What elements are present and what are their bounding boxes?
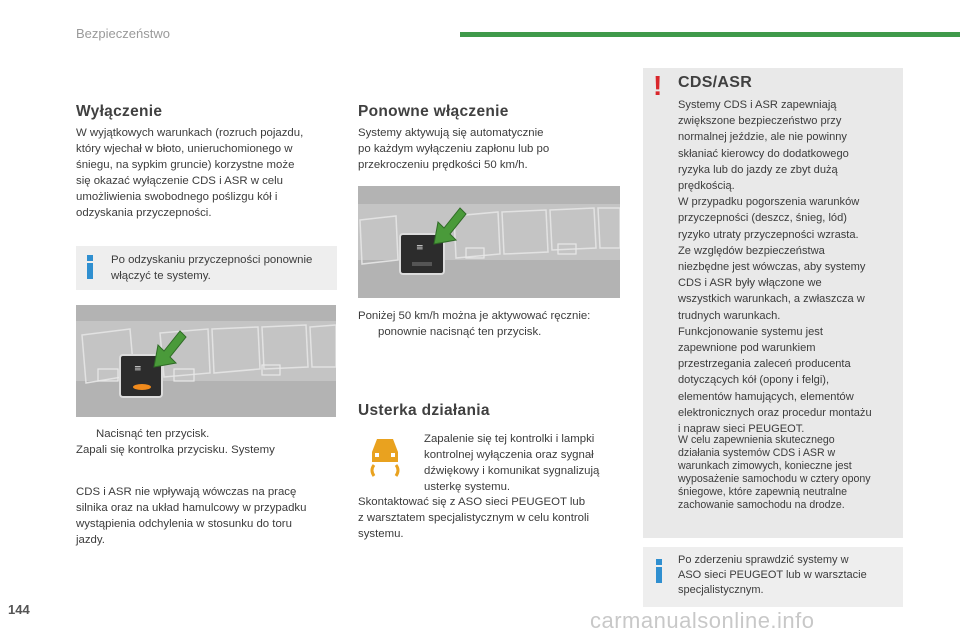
- heading-reenable: Ponowne włączenie: [358, 103, 509, 120]
- text-line: niezbędne jest wówczas, aby systemy: [678, 261, 866, 274]
- fault-after: [358, 494, 620, 542]
- text-line: śniegowe, które zapewnią neutralne: [678, 486, 848, 498]
- warning-icon: !: [653, 70, 663, 101]
- page-number: 144: [8, 602, 30, 617]
- text-line: CDS i ASR nie wpływają wówczas na pracę: [76, 486, 297, 498]
- text-line: wyposażenie samochodu w cztery opony: [678, 473, 871, 485]
- disable-intro: [76, 125, 338, 221]
- text-line: Po zderzeniu sprawdzić systemy w: [678, 554, 849, 566]
- step-text: Nacisnąć ten przycisk.: [96, 428, 210, 440]
- text-line: W wyjątkowych warunkach (rozruch pojazdu,: [76, 127, 304, 139]
- text-line: zapewnione pod warunkiem: [678, 342, 816, 355]
- reenable-manual: [358, 308, 620, 340]
- info-note-text: [111, 252, 335, 284]
- text-line: ASO sieci PEUGEOT lub w warsztacie: [678, 569, 867, 581]
- svg-text:≡: ≡: [416, 243, 424, 253]
- text-line: działania systemów CDS i ASR w: [678, 447, 836, 459]
- step-text: ponownie nacisnąć ten przycisk.: [378, 326, 542, 338]
- text-line: ryzyka lub do jazdy ze zbyt dużą: [678, 163, 838, 176]
- text-line: CDS i ASR były włączone we: [678, 277, 822, 290]
- text-line: trudnych warunkach.: [678, 309, 781, 322]
- cds-asr-heading: CDS/ASR: [678, 74, 753, 91]
- text-line: Poniżej 50 km/h można je aktywować ręcznie:: [358, 310, 591, 322]
- cds-asr-warning-box: [643, 68, 903, 538]
- info-note-text: [678, 553, 900, 598]
- text-line: prędkością.: [678, 180, 735, 193]
- info-note-reenable: [76, 246, 337, 290]
- reenable-intro: [358, 125, 620, 173]
- text-line: zwiększone bezpieczeństwo przy: [678, 115, 842, 128]
- console-button-illustration: [358, 186, 620, 298]
- text-line: Zapalenie się tej kontrolki i lampki: [424, 433, 595, 445]
- step-line: [76, 426, 338, 442]
- console-button-illustration: [76, 305, 336, 417]
- text-line: dotyczących kół (opony i felgi),: [678, 374, 830, 387]
- text-line: przyczepności (deszcz, śnieg, lód): [678, 212, 847, 225]
- heading-disable: Wyłączenie: [76, 103, 163, 120]
- text-line: usterkę systemu.: [424, 481, 511, 493]
- header-accent-bar: [460, 32, 960, 37]
- text-line: Zapali się kontrolka przycisku. Systemy: [76, 444, 275, 456]
- text-line: i napraw sieci PEUGEOT.: [678, 423, 805, 436]
- button-photo-reenable: [358, 186, 620, 298]
- text-line: po każdym wyłączeniu zapłonu lub po: [358, 143, 550, 155]
- watermark: carmanualsonline.info: [590, 608, 815, 633]
- heading-fault: Usterka działania: [358, 402, 490, 419]
- text-line: jazdy.: [76, 534, 105, 546]
- text-line: kontrolnej wyłączenia oraz sygnał: [424, 449, 594, 461]
- text-line: normalnej jeździe, ale nie powinny: [678, 131, 847, 144]
- text-line: W celu zapewnienia skutecznego: [678, 434, 835, 446]
- text-line: Systemy aktywują się automatycznie: [358, 127, 544, 139]
- text-line: systemu.: [358, 528, 404, 540]
- text-line: z warsztatem specjalistycznym w celu kontroli: [358, 512, 590, 524]
- info-icon: [656, 559, 663, 583]
- text-line: Systemy CDS i ASR zapewniają: [678, 99, 837, 111]
- info-icon: [87, 255, 94, 279]
- cds-asr-text: [678, 97, 900, 437]
- text-line: się okazać wyłączenie CDS i ASR w celu: [76, 175, 284, 187]
- fault-text: [424, 431, 624, 495]
- fault-warning-lamp: [362, 436, 408, 480]
- text-line: Po odzyskaniu przyczepności ponownie: [111, 254, 313, 266]
- text-line: Ze względów bezpieczeństwa: [678, 244, 825, 257]
- text-line: elementów hamujących, elementów: [678, 390, 854, 403]
- text-line: wszystkich warunkach, a zwłaszcza w: [678, 293, 865, 306]
- text-line: ryzyko utraty przyczepności wzrasta.: [678, 228, 859, 241]
- text-line: Skontaktować się z ASO sieci PEUGEOT lub: [358, 496, 586, 508]
- text-line: umożliwienia swobodnego poślizgu kół i: [76, 191, 278, 203]
- info-note-collision: [643, 547, 903, 607]
- text-line: specjalistycznym.: [678, 584, 764, 596]
- text-line: skłaniać kierowcy do dodatkowego: [678, 147, 849, 160]
- text-line: silnika oraz na układ hamulcowy w przypadku: [76, 502, 307, 514]
- disable-effect: [76, 484, 338, 548]
- text-line: przekroczeniu prędkości 50 km/h.: [358, 159, 528, 171]
- text-line: warunkach zimowych, konieczne jest: [678, 460, 852, 472]
- skid-warning-icon: [362, 436, 408, 480]
- text-line: Funkcjonowanie systemu jest: [678, 325, 823, 338]
- text-line: przestrzegania zaleceń producenta: [678, 358, 851, 371]
- step-line: [358, 324, 620, 340]
- text-line: zachowanie samochodu na drodze.: [678, 499, 845, 511]
- text-line: W przypadku pogorszenia warunków: [678, 196, 860, 209]
- cds-asr-winter-text: [678, 434, 902, 512]
- text-line: odzyskania przyczepności.: [76, 207, 212, 219]
- svg-text:≡: ≡: [134, 364, 142, 374]
- section-title: Bezpieczeństwo: [76, 26, 170, 41]
- text-line: włączyć te systemy.: [111, 270, 211, 282]
- text-line: który wjechał w błoto, unieruchomionego w: [76, 143, 293, 155]
- disable-step: [76, 426, 338, 458]
- text-line: śniegu, na sypkim gruncie) korzystne może: [76, 159, 295, 171]
- text-line: wystąpienia odchylenia w stosunku do toru: [76, 518, 292, 530]
- text-line: dźwiękowy i komunikat sygnalizują: [424, 465, 600, 477]
- button-photo-disable: [76, 305, 336, 417]
- text-line: elektronicznych oraz procedur montażu: [678, 406, 872, 419]
